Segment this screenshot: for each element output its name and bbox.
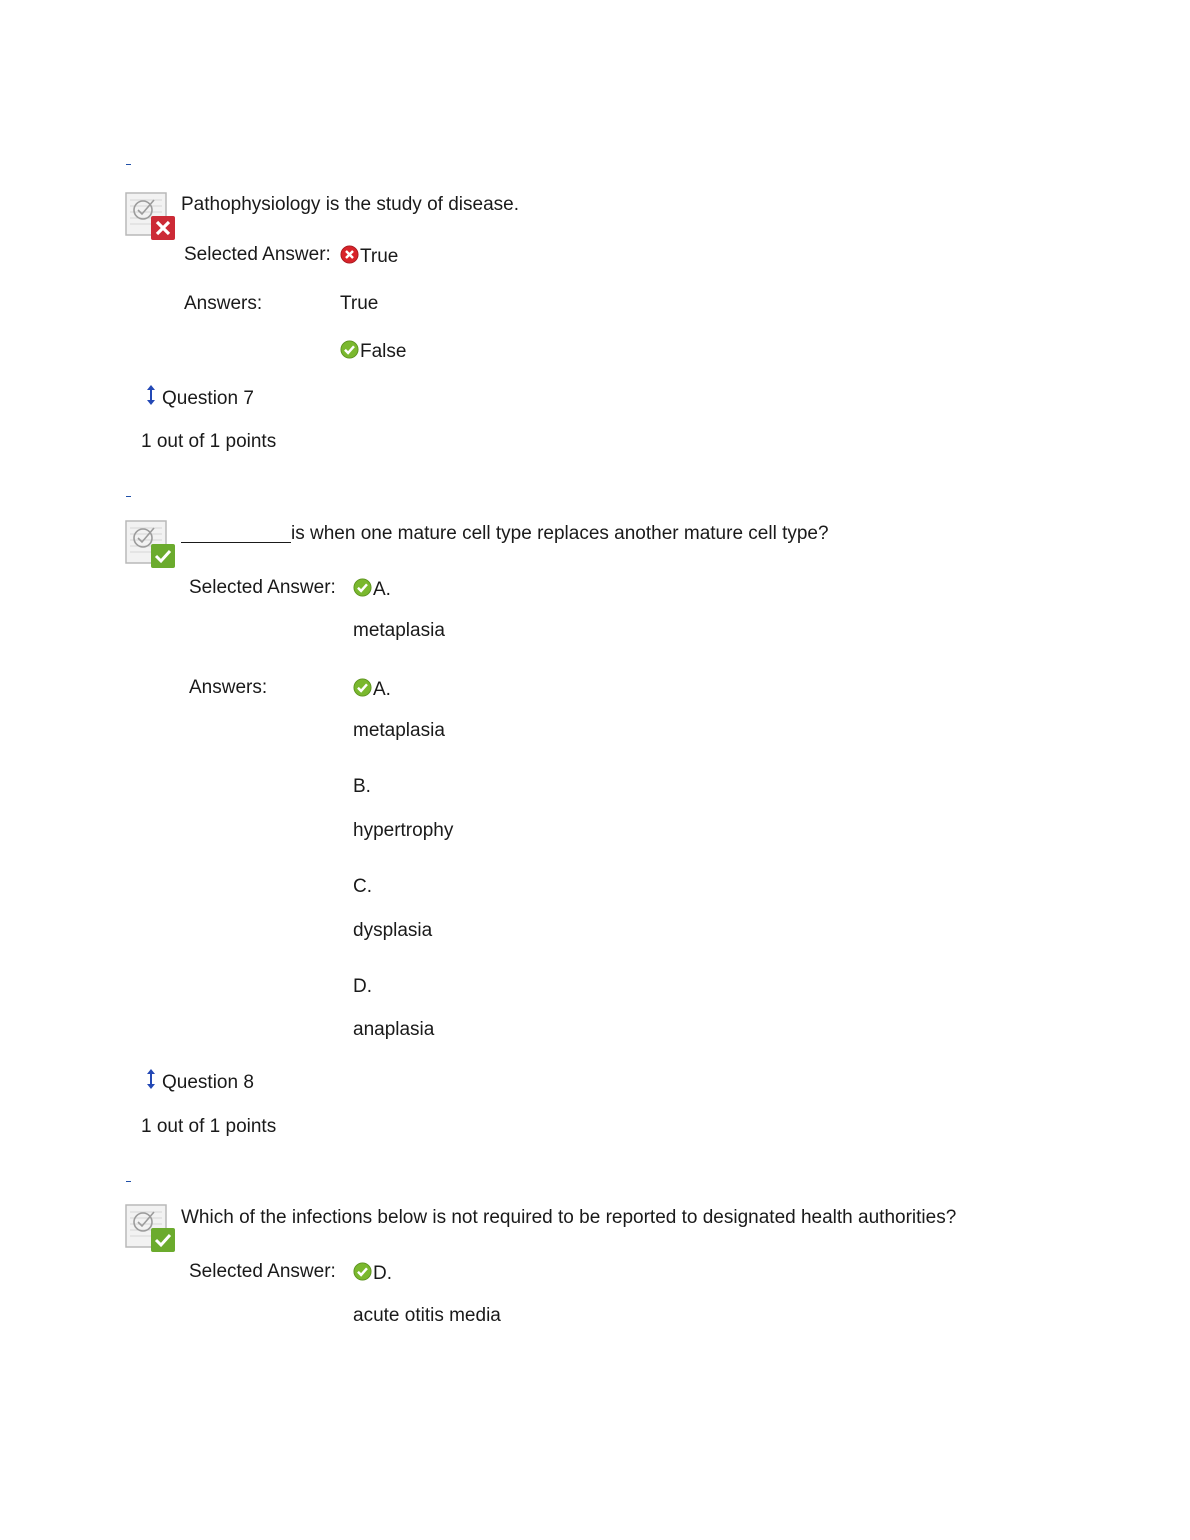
selected-answer-label: Selected Answer:	[189, 577, 336, 598]
selected-answer-letter-text: A.	[373, 579, 391, 600]
question-points: 1 out of 1 points	[141, 431, 277, 452]
up-down-arrow-icon[interactable]	[146, 384, 156, 406]
graded-incorrect-icon	[125, 190, 175, 240]
question-points: 1 out of 1 points	[141, 1116, 277, 1137]
question-prompt-text: is when one mature cell type replaces another mature cell type?	[291, 523, 829, 544]
selected-answer-label: Selected Answer:	[189, 1261, 336, 1282]
answer-option: True	[340, 293, 379, 314]
graded-correct-icon	[125, 518, 175, 568]
answers-label: Answers:	[184, 293, 263, 314]
selected-answer	[340, 245, 398, 266]
selected-answer-letter	[353, 1262, 392, 1283]
up-down-arrow-icon[interactable]	[146, 1068, 156, 1090]
answer-option-text: anaplasia	[353, 1019, 435, 1040]
selected-answer-text: acute otitis media	[353, 1305, 501, 1326]
answer-option-text: dysplasia	[353, 920, 433, 941]
question-prompt	[181, 524, 829, 543]
graded-correct-icon	[125, 1202, 175, 1252]
answers-label: Answers:	[189, 677, 268, 698]
answer-option-letter: B.	[353, 776, 371, 797]
green-check-circle-icon	[353, 578, 372, 597]
selected-answer-letter	[353, 578, 391, 599]
answer-option-letter: C.	[353, 876, 372, 897]
selected-answer-text: metaplasia	[353, 620, 445, 641]
answer-option-letter	[353, 678, 391, 699]
question-header: Question 7	[162, 388, 254, 409]
red-x-circle-icon	[340, 245, 359, 264]
selected-answer-label: Selected Answer:	[184, 244, 331, 265]
answer-option-text: False	[360, 341, 407, 362]
answer-option-text: hypertrophy	[353, 820, 454, 841]
green-check-circle-icon	[353, 678, 372, 697]
anchor-link-marker[interactable]	[126, 496, 131, 497]
anchor-link-marker[interactable]	[126, 164, 131, 165]
anchor-link-marker[interactable]	[126, 1181, 131, 1182]
question-prompt: Pathophysiology is the study of disease.	[181, 194, 519, 215]
selected-answer-text: True	[360, 246, 399, 267]
question-header: Question 8	[162, 1072, 254, 1093]
answer-option-letter-text: A.	[373, 679, 391, 700]
green-check-circle-icon	[340, 340, 359, 359]
selected-answer-letter-text: D.	[373, 1263, 392, 1284]
answer-option-letter: D.	[353, 976, 372, 997]
fill-in-blank	[181, 524, 291, 543]
green-check-circle-icon	[353, 1262, 372, 1281]
answer-option-correct	[340, 340, 406, 361]
answer-option-text: metaplasia	[353, 720, 445, 741]
question-prompt: Which of the infections below is not required to be reported to designated health authorities?	[181, 1207, 957, 1228]
